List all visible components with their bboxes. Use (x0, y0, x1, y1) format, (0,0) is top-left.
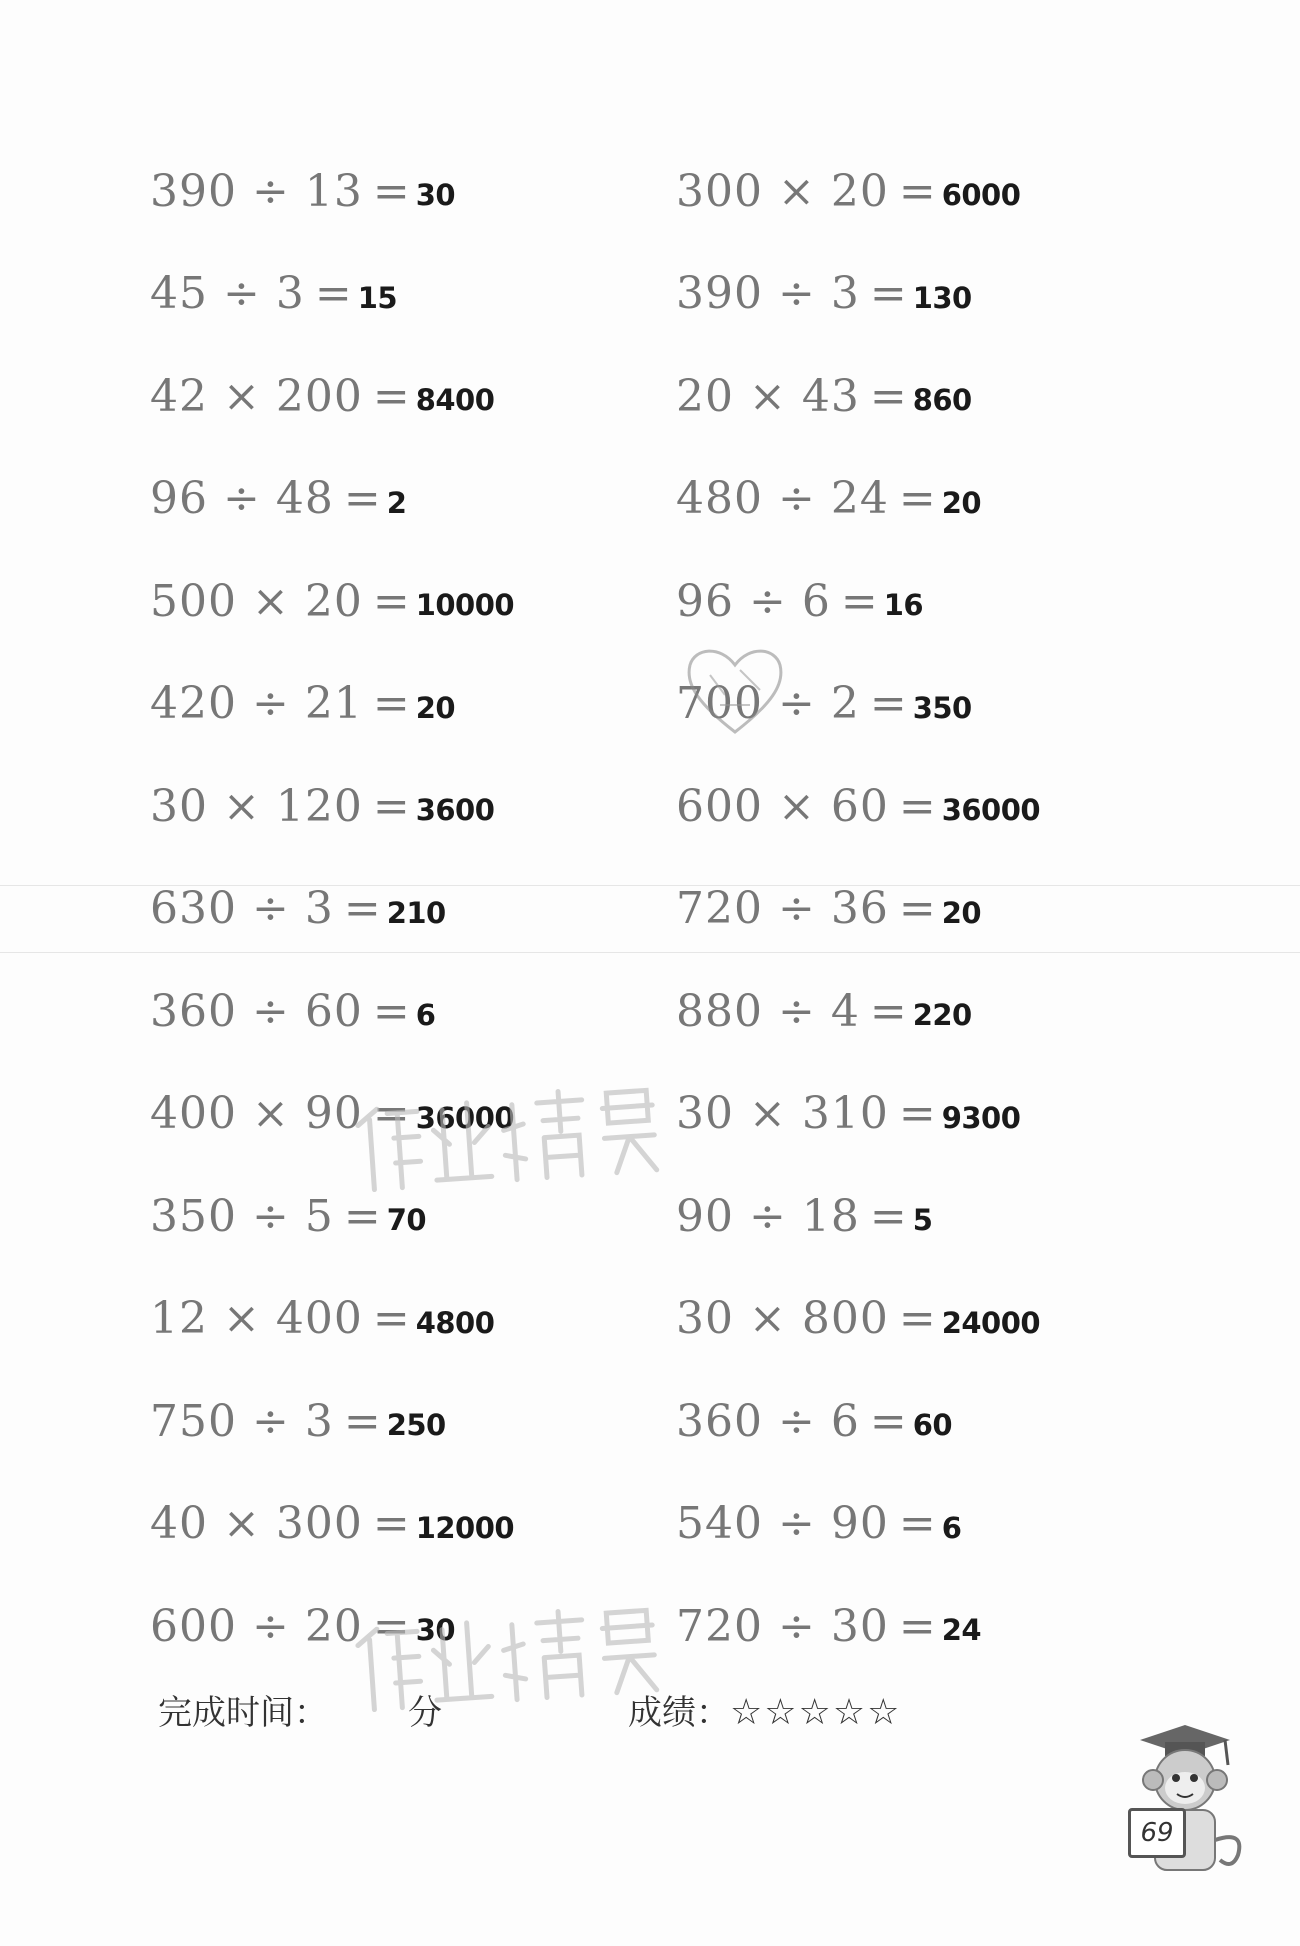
handwritten-answer: 350 (912, 690, 972, 725)
equals-sign: = (869, 268, 907, 320)
problem-row (150, 1063, 514, 1166)
equals-sign: = (372, 780, 410, 832)
problem-row (150, 550, 514, 653)
handwritten-answer: 860 (912, 383, 972, 418)
equals-sign: = (898, 883, 936, 935)
time-label: 完成时间： (158, 1693, 328, 1733)
equals-sign: = (343, 883, 381, 935)
problem-row (150, 755, 514, 858)
handwritten-answer: 5 (912, 1203, 933, 1238)
problem-expression: 360 ÷ 60 (150, 985, 363, 1037)
handwritten-answer: 30 (415, 1613, 456, 1648)
equals-sign: = (314, 268, 352, 320)
problem-row (150, 653, 514, 756)
problem-expression: 880 ÷ 4 (676, 985, 860, 1037)
problem-expression: 720 ÷ 36 (676, 883, 889, 935)
problem-row (676, 140, 1040, 243)
problem-expression: 12 × 400 (150, 1293, 363, 1345)
handwritten-answer: 250 (386, 1408, 446, 1443)
equals-sign: = (372, 1293, 410, 1345)
problem-expression: 90 ÷ 18 (676, 1190, 860, 1242)
equals-sign: = (898, 1600, 936, 1652)
problem-expression: 96 ÷ 48 (150, 473, 334, 525)
equals-sign: = (372, 1600, 410, 1652)
equals-sign: = (869, 1395, 907, 1447)
problem-expression: 30 × 120 (150, 780, 363, 832)
problem-expression: 30 × 310 (676, 1088, 889, 1140)
problem-row (150, 1165, 514, 1268)
score-rating (628, 1685, 901, 1734)
handwritten-answer: 36000 (415, 1100, 515, 1135)
equals-sign: = (898, 165, 936, 217)
problem-row (676, 1165, 1040, 1268)
problem-row (150, 1575, 514, 1678)
handwritten-answer: 6 (941, 1510, 962, 1545)
problem-row (150, 345, 514, 448)
equals-sign: = (898, 1498, 936, 1550)
handwritten-answer: 10000 (415, 588, 515, 623)
handwritten-answer: 6 (415, 998, 436, 1033)
problem-expression: 600 ÷ 20 (150, 1600, 363, 1652)
problem-row (676, 1370, 1040, 1473)
score-label: 成绩： (628, 1693, 730, 1733)
problem-expression: 480 ÷ 24 (676, 473, 889, 525)
completion-time (158, 1685, 442, 1734)
right-problem-column (676, 140, 1040, 1678)
handwritten-answer: 36000 (941, 793, 1041, 828)
problem-expression: 42 × 200 (150, 370, 363, 422)
problem-expression: 420 ÷ 21 (150, 678, 363, 730)
handwritten-answer: 15 (357, 280, 398, 315)
handwritten-answer: 220 (912, 998, 972, 1033)
equals-sign: = (898, 780, 936, 832)
equals-sign: = (869, 1190, 907, 1242)
problem-row (676, 550, 1040, 653)
equals-sign: = (869, 370, 907, 422)
problem-row (150, 243, 514, 346)
problem-row (676, 755, 1040, 858)
equals-sign: = (372, 985, 410, 1037)
problem-expression: 360 ÷ 6 (676, 1395, 860, 1447)
problem-row (150, 960, 514, 1063)
problem-expression: 750 ÷ 3 (150, 1395, 334, 1447)
equals-sign: = (343, 473, 381, 525)
handwritten-answer: 20 (941, 485, 982, 520)
problem-expression: 45 ÷ 3 (150, 268, 305, 320)
problem-row (676, 243, 1040, 346)
handwritten-answer: 3600 (415, 793, 495, 828)
equals-sign: = (840, 575, 878, 627)
handwritten-answer: 130 (912, 280, 972, 315)
problem-expression: 300 × 20 (676, 165, 889, 217)
left-problem-column (150, 140, 514, 1678)
equals-sign: = (343, 1190, 381, 1242)
problem-expression: 40 × 300 (150, 1498, 363, 1550)
handwritten-answer: 9300 (941, 1100, 1021, 1135)
heart-stamp (680, 640, 790, 740)
equals-sign: = (372, 1498, 410, 1550)
problem-row (676, 1575, 1040, 1678)
problem-expression: 720 ÷ 30 (676, 1600, 889, 1652)
equals-sign: = (372, 1088, 410, 1140)
handwritten-answer: 12000 (415, 1510, 515, 1545)
problem-expression: 630 ÷ 3 (150, 883, 334, 935)
problem-row (150, 140, 514, 243)
handwritten-answer: 6000 (941, 178, 1021, 213)
problem-expression: 700 ÷ 2 (676, 678, 860, 730)
handwritten-answer: 20 (415, 690, 456, 725)
equals-sign: = (372, 165, 410, 217)
handwritten-answer: 24000 (941, 1305, 1041, 1340)
equals-sign: = (898, 1088, 936, 1140)
handwritten-answer: 24 (941, 1613, 982, 1648)
equals-sign: = (372, 678, 410, 730)
handwritten-answer: 16 (883, 588, 924, 623)
problem-row (150, 858, 514, 961)
handwritten-answer: 210 (386, 895, 446, 930)
problem-row (676, 1473, 1040, 1576)
equals-sign: = (898, 473, 936, 525)
equals-sign: = (869, 678, 907, 730)
problem-row (676, 1268, 1040, 1371)
handwritten-answer: 8400 (415, 383, 495, 418)
problem-expression: 400 × 90 (150, 1088, 363, 1140)
problem-expression: 390 ÷ 13 (150, 165, 363, 217)
problem-expression: 600 × 60 (676, 780, 889, 832)
equals-sign: = (898, 1293, 936, 1345)
problem-row (150, 1268, 514, 1371)
equals-sign: = (343, 1395, 381, 1447)
handwritten-answer: 20 (941, 895, 982, 930)
problem-row (676, 448, 1040, 551)
problem-expression: 20 × 43 (676, 370, 860, 422)
problem-expression: 96 ÷ 6 (676, 575, 831, 627)
handwritten-answer: 4800 (415, 1305, 495, 1340)
problem-row (150, 1473, 514, 1576)
page-number: 69 (1128, 1808, 1186, 1858)
problem-row (676, 960, 1040, 1063)
problem-expression: 500 × 20 (150, 575, 363, 627)
problem-row (676, 1063, 1040, 1166)
problem-expression: 30 × 800 (676, 1293, 889, 1345)
problem-row (676, 858, 1040, 961)
star-rating-icons: ☆☆☆☆☆ (730, 1692, 902, 1733)
problem-row (150, 1370, 514, 1473)
problem-expression: 390 ÷ 3 (676, 268, 860, 320)
equals-sign: = (372, 370, 410, 422)
handwritten-answer: 2 (386, 485, 407, 520)
problem-row (676, 345, 1040, 448)
handwritten-answer: 60 (912, 1408, 953, 1443)
handwritten-answer: 30 (415, 178, 456, 213)
problem-expression: 350 ÷ 5 (150, 1190, 334, 1242)
problem-row (150, 448, 514, 551)
problem-expression: 540 ÷ 90 (676, 1498, 889, 1550)
equals-sign: = (869, 985, 907, 1037)
time-unit: 分 (408, 1693, 442, 1733)
handwritten-answer: 70 (386, 1203, 427, 1238)
equals-sign: = (372, 575, 410, 627)
